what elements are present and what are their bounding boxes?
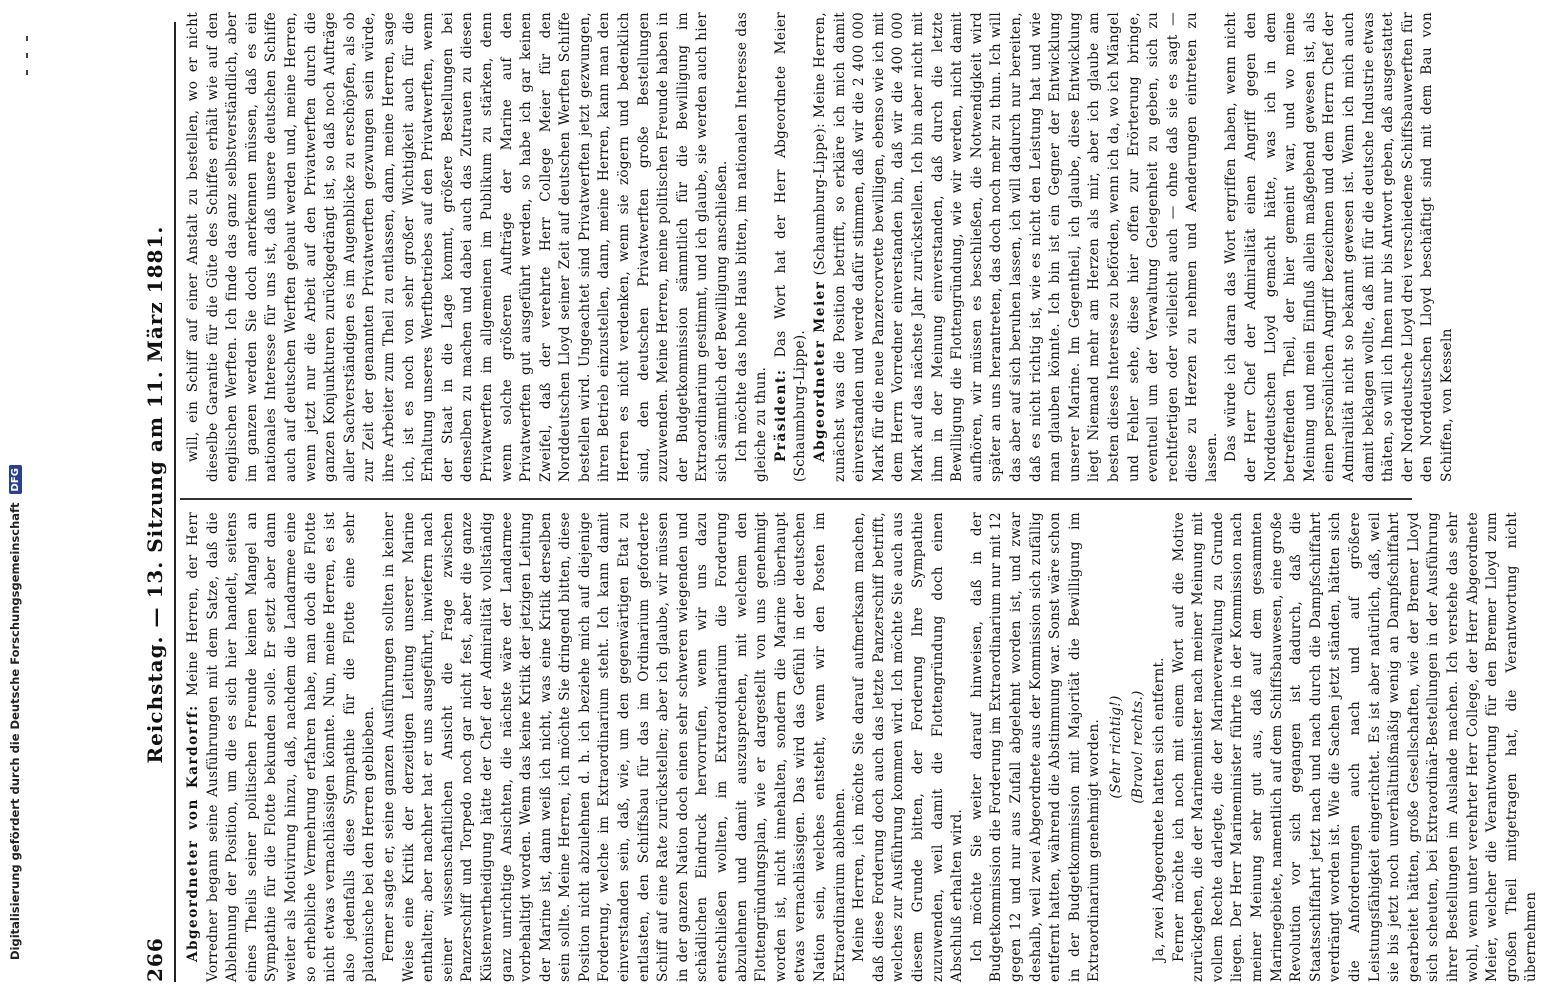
paragraph-text: Ferner sagte er, seine ganzen Ausführungen sollten in keiner Weise eine Kritik der derzeitigen Leitung unserer Marine enthalten; aber nachher hat er uns ausgeführt, inwiefern nach seiner wissenschaftlichen Ansicht die Frage zwischen Panzerschiff und Torpedo noch gar nicht fest, aber die ganze Küstenvertheidigung hätte der Chef der Admiralität vollständig ganz unrichtige Ansichten, die nächste wäre der Landarmee vorbehaltigt worden. Wenn das keine Kritik der jetzigen Leitung der Marine ist, dann weiß ich nicht, was eine Kritik derselben sein sollte. Meine Herren, ich möchte Sie dringend bitten, diese Position nicht abzulehnen d. h. ich beziehe mich auf diejenige Forderung, welche im Extraordinarium steht. Ich kann damit einverstanden sein, daß, wie, um den gegenwärtigen Etat zu entlasten, den Schiffsbau für das im Ordinarium geforderte Schiff auf eine Rate zurückstellen; aber ich glaube, wir müssen in der ganzen Nation doch einen sehr schweren wiegenden und schädlichen Eindruck hervorrufen, wenn wir uns dazu entschließen wollten, im Extraordinarium die Forderung abzulehnen und damit auszusprechen, mit welchem den Flottengründungsplan, wie er dargestellt von uns genehmigt worden ist, nicht innehalten, sondern die Marine überhaupt etwas vernachlässigen. Das wird das Gefühl in der deutschen Nation sein, welches entsteht, wenn wir den Posten im Extraordinarium ablehnen.	[380, 512, 848, 982]
paragraph-text: Ferner möchte ich noch mit einem Wort auf die Motive zurückgehen, die der Marineminister nach meiner Meinung mit vollem Rechte darlegte, die der Marineverwaltung zu Grunde liegen. Der Herr Marineminister führte in der Kommission nach meiner Meinung sehr gut aus, daß auf dem gesammten Marinegebiete, namentlich auf dem Schiffsbauwesen, eine große Revolution vor sich gegangen ist dadurch, daß die Staatsschiffahrt jetzt nach und nach durch die Dampfschiffahrt verdrängt worden ist. Wie die Sachen jetzt ständen, hätten sich die Anforderungen auch nach und auf größere Leistungsfähigkeit eingerichtet. Es ist aber natürlich, daß, weil sie bis jetzt noch unverhältnißmäßig wenig an Dampfschiffahrt gearbeitet hätten, große Gesellschaften, wie der Bremer Lloyd sich scheuten, bei Extraordinär-Bestellungen in der Ausführung ihrer Bestellungen im Auslande machen. Ich verstehe das sehr wohl, wenn unter verehrter Herr College, der Herr Abgeordnete Meier, welcher die Verantwortung für den Bremer Lloyd zum großen Theil mitgetragen hat, die Verantwortung nicht übernehmen	[1170, 512, 1540, 982]
paragraph	[1170, 512, 1542, 982]
interjection: (Bravo! rechts.)	[1129, 690, 1146, 804]
speaker-name: Präsident:	[772, 368, 789, 462]
paragraph-text: (Schaumburg-Lippe): Meine Herren, zunächst was die Position betrifft, so erkläre ich mich damit einverstanden und werde dafür stimmen, daß wir die 2 400 000 Mark für die neue Panzercorvette bewilligen, ebenso wie ich mit dem Herrn Vorredner einverstanden bin, daß wir die 400 000 Mark auf das nächste Jahr zurückstellen. Ich bin aber nicht mit ihm in der Meinung einverstanden, daß durch die letzte Bewilligung die Flottengründung, wie wir werden, nicht damit aufhören, wir müssen es beschließen, die Notwendigkeit wird später an uns herantreten, das doch noch mehr zu thun. Ich will das aber auf sich beruhen lassen, ich will dadurch nur bereiten, daß es nicht richtig ist, wie es nicht den Leistung hat und wie man glauben könnte. Ich bin ist ein Gegner der Entwicklung unserer Marine. Im Gegentheil, ich glaube, diese Entwicklung liegt Niemand mehr am Herzen als mir, aber ich glaube am besten dieses Interesse zu beförden, wenn ich da, wo ich Mängel und Fehler sehe, diese hier offen zur Erörterung bringe, eventuell um der Verwaltung Gelegenheit zu geben, sich zu rechtfertigen oder vielleicht auch — ohne daß sie es sagt — diese zu Herzen zu nehmen und Aenderungen eintreten zu lassen.	[812, 11, 1220, 482]
running-head-title: Reichstag. — 13. Sitzung am 11. März 1881.	[143, 225, 167, 764]
page-number: 266	[143, 937, 167, 982]
paragraph-text: will, ein Schiff auf einer Anstalt zu bestellen, wo er nicht dieselbe Garantie für die Güte des Schiffes erhält wie auf den englischen Werften. Ich finde das ganz selbstverständlich, aber im ganzen werden Sie doch anerkennen müssen, daß es ein nationales Interesse für uns ist, daß unsere deutschen Schiffe auch auf deutschen Werften gebaut werden und, meine Herren, wenn jetzt nur die Arbeit auf den Privatwerften durch die ganzen Konjunkturen zurückgedrängt ist, so daß noch Aufträge aller Sachverständigen es im Augenblicke zu erschöpfen, als ob zur Zeit der genannten Privatwerften gezwungen sein würde, ihre Arbeiter zum Theil zu entlassen, dann, meine Herren, sage ich, ist es noch von sehr großer Wichtigkeit auch für die Erhaltung unseres Werftbetriebes auf den Privatwerften, wenn der Staat in die Lage kommt, größere Bestellungen bei denselben zu machen und dabei auch das Zutrauen zu diesen Privatwerften im allgemeinen im Publikum zu stärken, denn wenn solche größeren Aufträge der Marine auf den Privatwerften gut ausgeführt werden, so habe ich gar keinen Zweifel, daß der verehrte Herr College Meier für den Norddeutschen Lloyd seiner Zeit auf deutschen Werften Schiffe bestellen wird. Ungeachtet sind Privatwerften jetzt gezwungen, ihren Betrieb einzustellen, dann, meine Herren, kann man den Herren es nicht verdenken, wenn sie zögern und bedenklich sind, den deutschen Privatwerften große Bestellungen zuzuwenden. Meine Herren, meine politischen Freunde haben in der Budgetkommission sämmtlich für die Bewilligung im Extraordinarium gestimmt, und ich glaube, sie werden auch hier sich sämmtlich der Bewilligung anschließen.	[185, 12, 731, 482]
dfg-logo: DFG	[9, 465, 22, 494]
paragraph	[850, 512, 968, 982]
paragraph-text: Das würde ich daran das Wort ergriffen haben, wenn nicht der Herr Chef der Admiralität einen Angriff gegen den Norddeutschen Lloyd gemacht hätte, was ich in dem betreffenden Theil, der hier gemeint war, und wo meine Meinung und mein Einfluß allein maßgebend gewesen ist, als einen persönlichen Angriff bezeichnen und dem Herrn Chef der Admiralität nicht so bekannt gewesen ist. Wenn ich mich auch damit beklagen wollte, daß mit für die deutsche Industrie etwas thäten, so will ich Ihnen nur bis Antwort geben, daß ausgestattet der Norddeutsche Lloyd drei verschiedene Schiffsbauwerften für den Norddeutschen Lloyd beschäftigt sind mit dem Bau von Schiffen, von Kesseln	[1223, 12, 1455, 482]
paragraph-text: Meine Herren, der Herr Vorredner begann seine Ausführungen mit dem Satze, daß die Ablehnung der Position, um die es sich hier handelt, seitens eines Theils seiner politischen Freunde keinen Mangel an Sympathie für die Flotte bekunden solle. Er setzt aber dann weiter als Motivirung hinzu, daß, nachdem die Landarmee eine so erhebliche Vermehrung erfahren habe, man doch die Flotte nicht etwas vernachlässigen könnte. Nun, meine Herren, es ist also jedenfalls diese Sympathie für die Flotte eine sehr platonische bei den Herren geblieben.	[185, 512, 378, 982]
right-column	[184, 11, 1455, 482]
paragraph-text: Ich möchte Sie weiter darauf hinweisen, daß in der Budgetkommission die Forderung im Extraordinarium nur mit 12 gegen 12 und nur aus Zufall abgelehnt worden ist, und zwar deshalb, weil zwei Abgeordnete aus der Kommission sich zufällig entfernt hatten, während die Abstimmung war. Sonst wäre schon in der Budgetkommission mit Majorität die Bewilligung im Extraordinarium genehmigt worden.	[968, 512, 1103, 982]
digitization-note-text: Digitalisierung gefördert durch die Deutsche Forschungsgemeinschaft	[8, 502, 22, 960]
paragraph	[772, 12, 811, 482]
running-head	[138, 22, 172, 982]
digitization-note	[8, 465, 22, 960]
page-content	[120, 0, 1540, 1000]
speaker-name: Abgeordneter von Kardorff:	[185, 704, 201, 962]
side-strip	[0, 0, 34, 1000]
left-column	[184, 512, 1540, 982]
speaker-name: Abgeordneter Meier	[812, 280, 828, 462]
paragraph	[380, 512, 850, 982]
scanned-page	[120, 0, 1540, 1000]
paragraph-text: Ja, zwei Abgeordnete hatten sich entfernt.	[1151, 657, 1168, 962]
paragraph	[968, 512, 1105, 982]
paragraph	[811, 12, 1222, 482]
paragraph	[733, 12, 772, 482]
margin-dashes	[26, 36, 32, 96]
interjection: (Sehr richtig!)	[1107, 695, 1124, 799]
paragraph-text: Das Wort hat der Herr Abgeordnete Meier (Schaumburg-Lippe).	[772, 11, 809, 482]
header-rule	[174, 22, 176, 982]
paragraph	[184, 512, 380, 982]
paragraph	[1150, 512, 1170, 982]
paragraph-text: Meine Herren, ich möchte Sie darauf aufmerksam machen, daß diese Forderung doch auch das letzte Panzerschiff betrifft, welches zur Ausführung kommen wird. Ich möchte Sie auch aus diesem Grunde bitten, der Forderung Ihre Sympathie zuzuwenden, weil damit die Flottengründung doch einen Abschluß erhalten wird.	[851, 512, 966, 982]
paragraph-text: Ich möchte das hohe Haus bitten, im nationalen Interesse das gleiche zu thun.	[733, 12, 770, 482]
paragraph	[184, 12, 733, 482]
paragraph	[1222, 12, 1457, 482]
column-divider	[180, 498, 1412, 500]
